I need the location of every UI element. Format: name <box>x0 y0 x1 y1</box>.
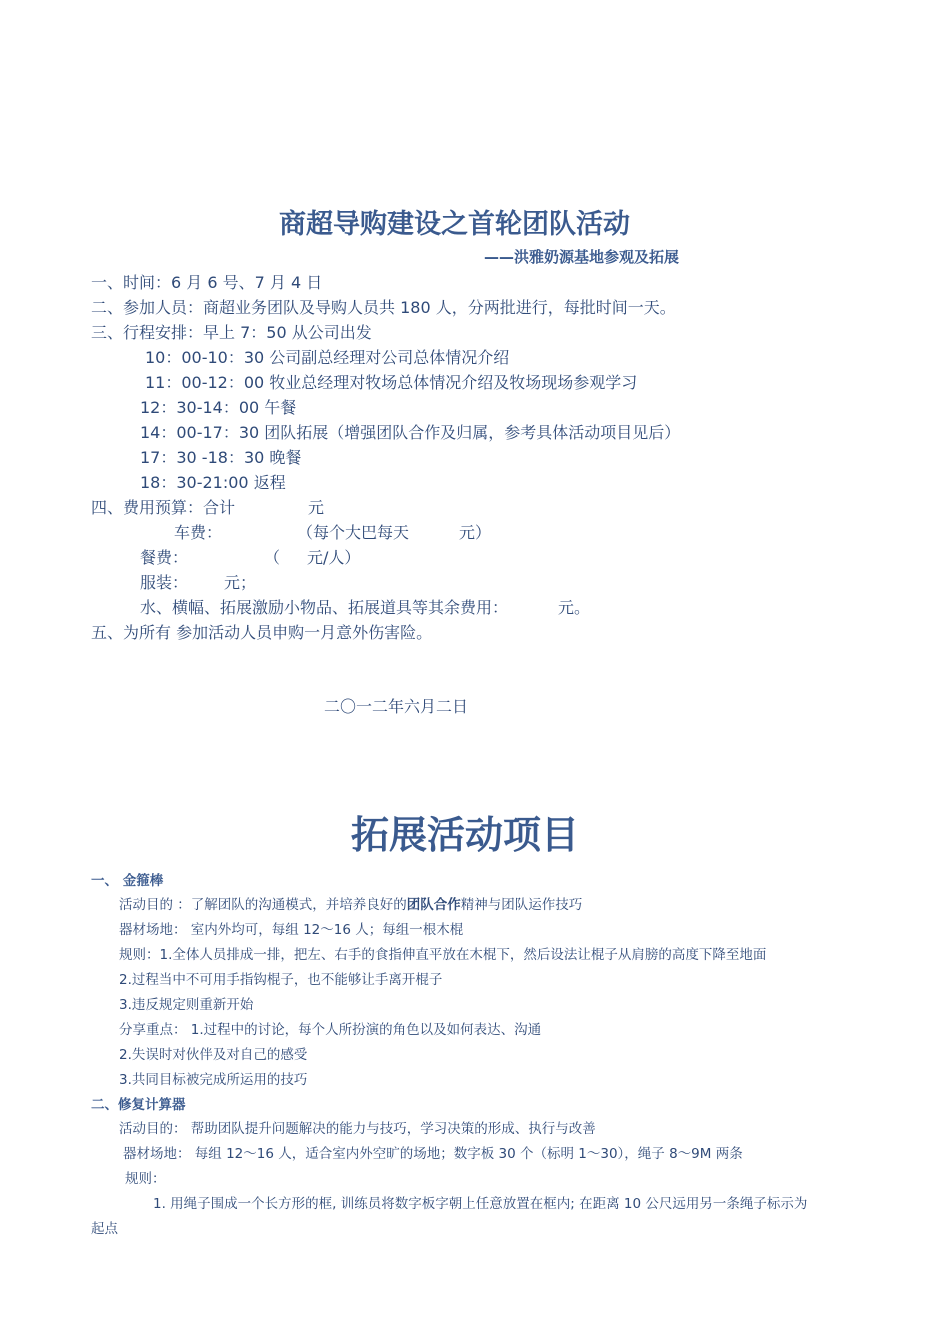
section1-equipment: 器材场地： 室内外均可，每组 12～16 人；每组一根木棍 <box>119 922 464 938</box>
clothing-label: 服装： <box>140 573 189 592</box>
meal-label: 餐费： <box>140 548 189 567</box>
section1-purpose: 活动目的 ：了解团队的沟通模式，并培养良好的团队合作精神与团队运作技巧 <box>119 897 583 913</box>
schedule-item: 14：00-17：30 团队拓展（增强团队合作及归属，参考具体活动项目见后） <box>140 423 681 442</box>
bus-label: 车费： <box>174 523 223 542</box>
section1-share: 3.共同目标被完成所运用的技巧 <box>119 1072 308 1088</box>
schedule-item: 11：00-12：00 牧业总经理对牧场总体情况介绍及牧场现场参观学习 <box>145 373 638 392</box>
document-date: 二〇一二年六月二日 <box>324 697 469 716</box>
page-subtitle: ——洪雅奶源基地参观及拓展 <box>484 248 680 266</box>
section2-purpose: 活动目的： 帮助团队提升问题解决的能力与技巧，学习决策的形成、执行与改善 <box>119 1121 596 1137</box>
budget-heading: 四、费用预算：合计 <box>91 498 236 517</box>
insurance-line: 五、为所有 参加活动人员申购一月意外伤害险。 <box>91 623 433 642</box>
schedule-item: 17：30 -18：30 晚餐 <box>140 448 302 467</box>
participants-line: 二、参加人员：商超业务团队及导购人员共 180 人，分两批进行，每批时间一天。 <box>91 298 676 317</box>
bus-note: （每个大巴每天 <box>297 523 410 542</box>
meal-note-open: （ <box>264 548 281 567</box>
other-cost-label: 水、横幅、拓展激励小物品、拓展道具等其余费用： <box>140 598 509 617</box>
section2-equipment: 器材场地： 每组 12～16 人，适合室内外空旷的场地；数字板 30 个（标明 1～30），绳子 8～9M 两条 <box>123 1146 743 1162</box>
section2-rules-label: 规则： <box>125 1171 166 1187</box>
section1-heading: 一、 金箍棒 <box>91 873 164 889</box>
bus-note-unit: 元） <box>459 523 492 542</box>
page-title: 商超导购建设之首轮团队活动 <box>279 209 630 240</box>
schedule-line: 三、行程安排：早上 7：50 从公司出发 <box>91 323 372 342</box>
purpose-emphasis: 团队合作 <box>406 897 461 913</box>
budget-heading-unit: 元 <box>308 498 325 517</box>
section2-rule-continued: 起点 <box>91 1221 118 1237</box>
time-line: 一、时间：6 月 6 号、7 月 4 日 <box>91 273 323 292</box>
meal-note-unit: 元/人） <box>307 548 361 567</box>
section1-share: 分享重点： 1.过程中的讨论，每个人所扮演的角色以及如何表达、沟通 <box>119 1022 542 1038</box>
section2-rule: 1. 用绳子围成一个长方形的框, 训练员将数字板字朝上任意放置在框内; 在距离 10 公尺远用另一条绳子标示为 <box>153 1196 808 1212</box>
section-title: 拓展活动项目 <box>351 813 580 857</box>
schedule-item: 12：30-14：00 午餐 <box>140 398 297 417</box>
section1-share: 2.失误时对伙伴及对自己的感受 <box>119 1047 308 1063</box>
section2-heading: 二、修复计算器 <box>91 1097 186 1113</box>
section1-rule: 规则：1.全体人员排成一排，把左、右手的食指伸直平放在木棍下，然后设法让棍子从肩膀的高度下降至地面 <box>119 947 767 963</box>
schedule-item: 10：00-10：30 公司副总经理对公司总体情况介绍 <box>145 348 510 367</box>
schedule-item: 18：30-21:00 返程 <box>140 473 286 492</box>
section1-rule: 2.过程当中不可用手指钩棍子，也不能够让手离开棍子 <box>119 972 443 988</box>
section1-rule: 3.违反规定则重新开始 <box>119 997 254 1013</box>
other-cost-unit: 元。 <box>558 598 591 617</box>
clothing-unit: 元； <box>224 573 257 592</box>
